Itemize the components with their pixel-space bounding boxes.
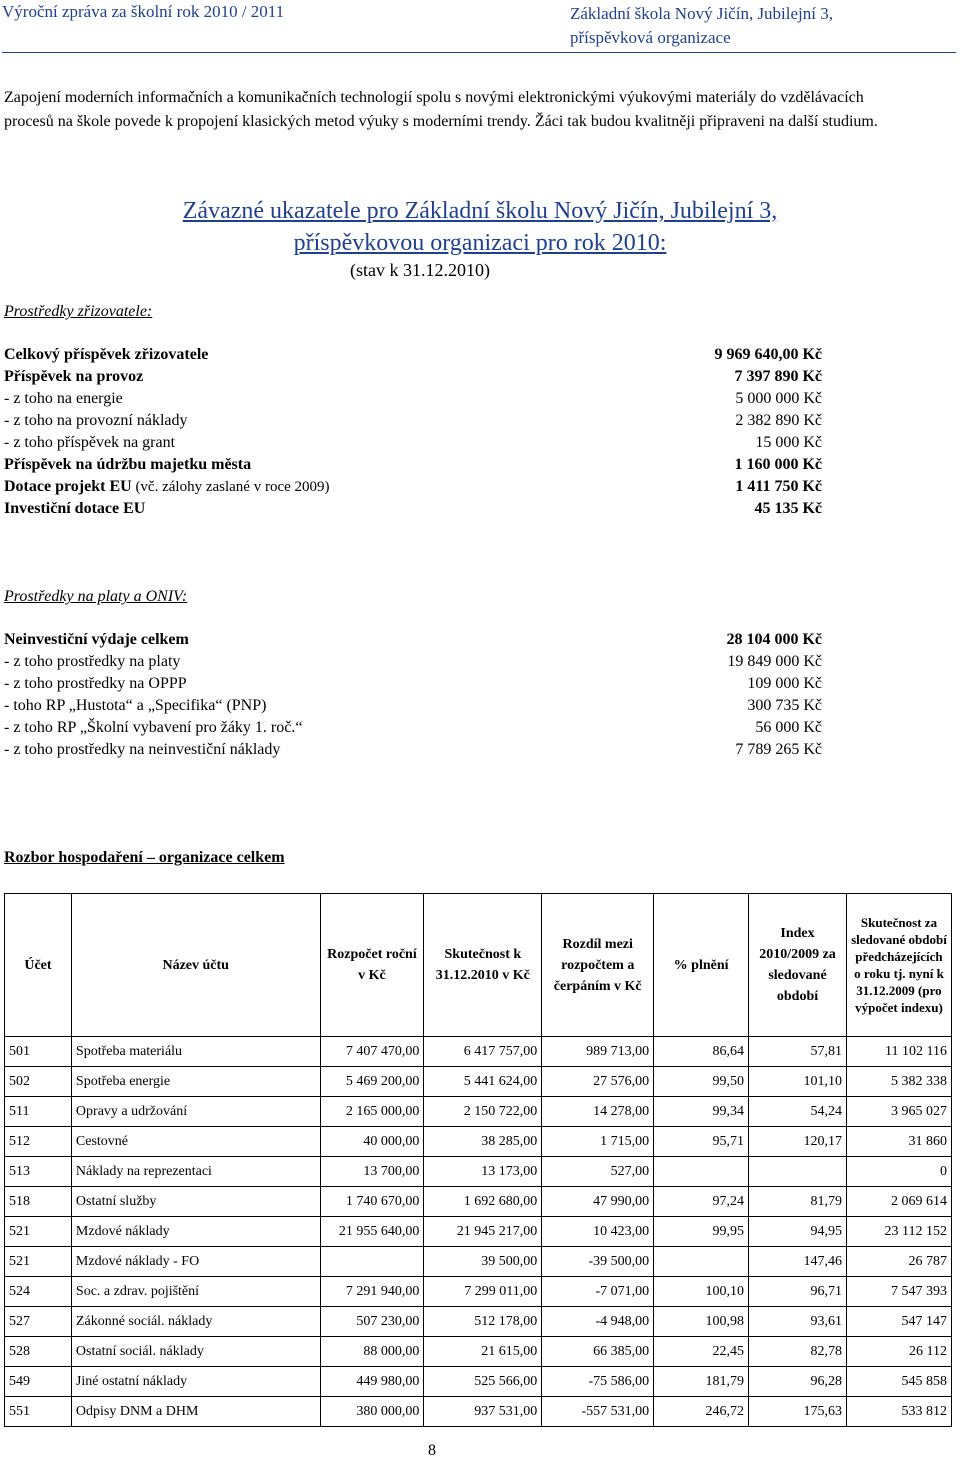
platy-row-label — [4, 653, 180, 671]
platy-row — [4, 697, 822, 719]
zrizovatel-row — [4, 412, 822, 434]
cell-ucet: 501 — [5, 1037, 72, 1067]
zrizovatel-row-label-note: (vč. zálohy zaslané v roce 2009) — [131, 479, 330, 495]
cell-plneni: 100,10 — [654, 1277, 749, 1307]
page-number: 8 — [428, 1442, 436, 1459]
cell-nazev: Náklady na reprezentaci — [71, 1157, 320, 1187]
zrizovatel-row-value: 9 969 640,00 Kč — [714, 346, 822, 363]
cell-plneni — [654, 1247, 749, 1277]
platy-row-value: 56 000 Kč — [755, 719, 822, 736]
cell-plneni: 99,34 — [654, 1097, 749, 1127]
cell-ucet: 527 — [5, 1307, 72, 1337]
zrizovatel-row — [4, 478, 822, 500]
cell-rozpocet: 1 740 670,00 — [320, 1187, 424, 1217]
cell-nazev: Mzdové náklady — [71, 1217, 320, 1247]
intro-paragraph: Zapojení moderních informačních a komunikačních technologií spolu s novými elektronickými výukovými materiály do vzdělávacích procesů na škole povede k propojení klasických metod výuky s moderními trendy. Žáci tak budou kvalitněji připraveni na další studium. — [4, 89, 878, 130]
cell-index: 101,10 — [749, 1067, 847, 1097]
cell-ucet: 511 — [5, 1097, 72, 1127]
cell-index: 120,17 — [749, 1127, 847, 1157]
platy-row-value: 7 789 265 Kč — [735, 741, 822, 758]
header-right-line1: Základní škola Nový Jičín, Jubilejní 3, — [570, 4, 833, 23]
table-row — [5, 1217, 952, 1247]
cell-ucet: 521 — [5, 1217, 72, 1247]
cell-rozdil: -4 948,00 — [542, 1307, 654, 1337]
cell-rozdil: 66 385,00 — [542, 1337, 654, 1367]
platy-row — [4, 675, 822, 697]
zrizovatel-row-label-text: - z toho na energie — [4, 390, 123, 407]
cell-rozdil: 47 990,00 — [542, 1187, 654, 1217]
cell-rozdil: 989 713,00 — [542, 1037, 654, 1067]
cell-ucet: 518 — [5, 1187, 72, 1217]
table-row — [5, 1397, 952, 1427]
cell-index: 93,61 — [749, 1307, 847, 1337]
col-rozdil: Rozdíl mezi rozpočtem a čerpáním v Kč — [542, 894, 654, 1037]
cell-plneni — [654, 1157, 749, 1187]
cell-ucet: 549 — [5, 1367, 72, 1397]
cell-predchozi: 31 860 — [846, 1127, 951, 1157]
zrizovatel-row-value: 2 382 890 Kč — [735, 412, 822, 429]
platy-row-label-text: Neinvestiční výdaje celkem — [4, 631, 189, 648]
platy-row — [4, 631, 822, 653]
col-rozpocet: Rozpočet roční v Kč — [320, 894, 424, 1037]
zrizovatel-row-label-text: Investiční dotace EU — [4, 500, 146, 517]
cell-plneni: 86,64 — [654, 1037, 749, 1067]
cell-rozdil: -7 071,00 — [542, 1277, 654, 1307]
zrizovatel-row-value: 45 135 Kč — [754, 500, 822, 517]
platy-row-value: 28 104 000 Kč — [726, 631, 822, 648]
cell-index: 57,81 — [749, 1037, 847, 1067]
cell-index — [749, 1157, 847, 1187]
cell-predchozi: 26 112 — [846, 1337, 951, 1367]
cell-skutecnost: 21 615,00 — [424, 1337, 542, 1367]
col-plneni: % plnění — [654, 894, 749, 1037]
cell-ucet: 551 — [5, 1397, 72, 1427]
cell-rozdil: -75 586,00 — [542, 1367, 654, 1397]
rozbor-heading: Rozbor hospodaření – organizace celkem — [4, 849, 285, 866]
cell-skutecnost: 512 178,00 — [424, 1307, 542, 1337]
platy-row-label-text: - z toho prostředky na platy — [4, 653, 181, 670]
zrizovatel-row — [4, 500, 822, 522]
header-right-line2: příspěvková organizace — [570, 28, 731, 47]
cell-nazev: Odpisy DNM a DHM — [71, 1397, 320, 1427]
platy-row-value: 300 735 Kč — [747, 697, 822, 714]
platy-row — [4, 653, 822, 675]
cell-skutecnost: 2 150 722,00 — [424, 1097, 542, 1127]
zrizovatel-row-label-text: Příspěvek na provoz — [4, 368, 144, 385]
cell-predchozi: 0 — [846, 1157, 951, 1187]
cell-skutecnost: 5 441 624,00 — [424, 1067, 542, 1097]
cell-index: 96,71 — [749, 1277, 847, 1307]
cell-index: 175,63 — [749, 1397, 847, 1427]
platy-row-label — [4, 719, 302, 737]
cell-rozpocet: 13 700,00 — [320, 1157, 424, 1187]
cell-rozdil: 27 576,00 — [542, 1067, 654, 1097]
header-divider — [2, 52, 956, 53]
cell-ucet: 521 — [5, 1247, 72, 1277]
cell-nazev: Spotřeba materiálu — [71, 1037, 320, 1067]
rozbor-table-body — [5, 1037, 952, 1427]
cell-nazev: Zákonné sociál. náklady — [71, 1307, 320, 1337]
zrizovatel-row-label — [4, 390, 123, 408]
zrizovatel-row-label — [4, 478, 330, 496]
table-row — [5, 1187, 952, 1217]
cell-rozpocet: 449 980,00 — [320, 1367, 424, 1397]
cell-index: 96,28 — [749, 1367, 847, 1397]
rozbor-header-row — [5, 894, 952, 1037]
zrizovatel-row-value: 15 000 Kč — [755, 434, 822, 451]
col-predchozi: Skutečnost za sledované období předcházejících o roku tj. nyní k 31.12.2009 (pro výpočet indexu) — [846, 894, 951, 1037]
zrizovatel-row-value: 7 397 890 Kč — [734, 368, 822, 385]
zrizovatel-row-label — [4, 500, 145, 518]
platy-row-value: 19 849 000 Kč — [727, 653, 822, 670]
cell-index: 54,24 — [749, 1097, 847, 1127]
table-row — [5, 1277, 952, 1307]
cell-index: 94,95 — [749, 1217, 847, 1247]
cell-skutecnost: 937 531,00 — [424, 1397, 542, 1427]
col-skutecnost: Skutečnost k 31.12.2010 v Kč — [424, 894, 542, 1037]
platy-row-label — [4, 675, 187, 693]
cell-skutecnost: 6 417 757,00 — [424, 1037, 542, 1067]
platy-row-label — [4, 697, 266, 715]
zrizovatel-row-value: 1 411 750 Kč — [735, 478, 822, 495]
table-row — [5, 1307, 952, 1337]
cell-nazev: Ostatní sociál. náklady — [71, 1337, 320, 1367]
zrizovatel-row-label — [4, 412, 188, 430]
cell-predchozi: 5 382 338 — [846, 1067, 951, 1097]
table-row — [5, 1067, 952, 1097]
cell-skutecnost: 13 173,00 — [424, 1157, 542, 1187]
zrizovatel-row-value: 5 000 000 Kč — [735, 390, 822, 407]
cell-skutecnost: 7 299 011,00 — [424, 1277, 542, 1307]
header-right — [570, 2, 833, 50]
cell-nazev: Spotřeba energie — [71, 1067, 320, 1097]
cell-nazev: Opravy a udržování — [71, 1097, 320, 1127]
col-nazev: Název účtu — [71, 894, 320, 1037]
platy-row-label-text: - z toho prostředky na OPPP — [4, 675, 187, 692]
platy-row-value: 109 000 Kč — [747, 675, 822, 692]
cell-rozpocet: 5 469 200,00 — [320, 1067, 424, 1097]
cell-predchozi: 3 965 027 — [846, 1097, 951, 1127]
cell-rozpocet: 88 000,00 — [320, 1337, 424, 1367]
cell-index: 82,78 — [749, 1337, 847, 1367]
zrizovatel-row — [4, 456, 822, 478]
zrizovatel-row-label-text: Příspěvek na údržbu majetku města — [4, 456, 252, 473]
cell-predchozi: 23 112 152 — [846, 1217, 951, 1247]
col-ucet: Účet — [5, 894, 72, 1037]
cell-predchozi: 547 147 — [846, 1307, 951, 1337]
zrizovatel-row-label-text: - z toho na provozní náklady — [4, 412, 188, 429]
cell-index: 147,46 — [749, 1247, 847, 1277]
cell-plneni: 95,71 — [654, 1127, 749, 1157]
cell-ucet: 502 — [5, 1067, 72, 1097]
cell-rozdil: -557 531,00 — [542, 1397, 654, 1427]
cell-rozdil: 10 423,00 — [542, 1217, 654, 1247]
cell-predchozi: 545 858 — [846, 1367, 951, 1397]
cell-skutecnost: 1 692 680,00 — [424, 1187, 542, 1217]
cell-rozpocet: 40 000,00 — [320, 1127, 424, 1157]
cell-skutecnost: 525 566,00 — [424, 1367, 542, 1397]
cell-rozdil: -39 500,00 — [542, 1247, 654, 1277]
zrizovatel-heading: Prostředky zřizovatele: — [4, 303, 153, 320]
cell-plneni: 97,24 — [654, 1187, 749, 1217]
cell-predchozi: 11 102 116 — [846, 1037, 951, 1067]
platy-row-label — [4, 741, 280, 759]
cell-predchozi: 533 812 — [846, 1397, 951, 1427]
cell-nazev: Jiné ostatní náklady — [71, 1367, 320, 1397]
zrizovatel-row-label — [4, 456, 251, 474]
cell-rozpocet: 380 000,00 — [320, 1397, 424, 1427]
cell-plneni: 246,72 — [654, 1397, 749, 1427]
cell-ucet: 512 — [5, 1127, 72, 1157]
platy-row — [4, 719, 822, 741]
title-stav: (stav k 31.12.2010) — [350, 260, 490, 280]
header-left: Výroční zpráva za školní rok 2010 / 2011 — [2, 2, 285, 21]
title-line1: Závazné ukazatele pro Základní školu Nový Jičín, Jubilejní 3, — [182, 198, 778, 224]
cell-nazev: Ostatní služby — [71, 1187, 320, 1217]
cell-rozpocet: 2 165 000,00 — [320, 1097, 424, 1127]
zrizovatel-row-label — [4, 434, 175, 452]
cell-predchozi: 2 069 614 — [846, 1187, 951, 1217]
zrizovatel-row-label — [4, 346, 208, 364]
table-row — [5, 1097, 952, 1127]
zrizovatel-row-value: 1 160 000 Kč — [734, 456, 822, 473]
platy-row-label-text: - z toho RP „Školní vybavení pro žáky 1. roč.“ — [4, 719, 303, 736]
table-row — [5, 1037, 952, 1067]
cell-ucet: 513 — [5, 1157, 72, 1187]
cell-plneni: 99,95 — [654, 1217, 749, 1247]
cell-nazev: Mzdové náklady - FO — [71, 1247, 320, 1277]
cell-nazev: Soc. a zdrav. pojištění — [71, 1277, 320, 1307]
platy-row — [4, 741, 822, 763]
platy-row-label-text: - z toho prostředky na neinvestiční náklady — [4, 741, 281, 758]
cell-plneni: 99,50 — [654, 1067, 749, 1097]
zrizovatel-row — [4, 434, 822, 456]
zrizovatel-row — [4, 368, 822, 390]
zrizovatel-row — [4, 390, 822, 412]
cell-plneni: 181,79 — [654, 1367, 749, 1397]
table-row — [5, 1367, 952, 1397]
zrizovatel-row-label-text: Celkový příspěvek zřizovatele — [4, 346, 209, 363]
zrizovatel-row-label-text: Dotace projekt EU — [4, 478, 132, 495]
cell-rozpocet: 7 407 470,00 — [320, 1037, 424, 1067]
platy-row-label-text: - toho RP „Hustota“ a „Specifika“ (PNP) — [4, 697, 267, 714]
cell-plneni: 100,98 — [654, 1307, 749, 1337]
platy-heading: Prostředky na platy a ONIV: — [4, 588, 188, 605]
cell-nazev: Cestovné — [71, 1127, 320, 1157]
table-row — [5, 1127, 952, 1157]
cell-skutecnost: 38 285,00 — [424, 1127, 542, 1157]
cell-skutecnost: 39 500,00 — [424, 1247, 542, 1277]
cell-rozpocet: 507 230,00 — [320, 1307, 424, 1337]
cell-predchozi: 7 547 393 — [846, 1277, 951, 1307]
cell-rozdil: 527,00 — [542, 1157, 654, 1187]
cell-rozdil: 1 715,00 — [542, 1127, 654, 1157]
table-row — [5, 1337, 952, 1367]
cell-skutecnost: 21 945 217,00 — [424, 1217, 542, 1247]
table-row — [5, 1157, 952, 1187]
cell-predchozi: 26 787 — [846, 1247, 951, 1277]
title-line2: příspěvkovou organizaci pro rok 2010: — [293, 230, 667, 256]
cell-index: 81,79 — [749, 1187, 847, 1217]
cell-ucet: 528 — [5, 1337, 72, 1367]
rozbor-table — [4, 893, 952, 1427]
zrizovatel-row-label — [4, 368, 143, 386]
cell-rozpocet: 7 291 940,00 — [320, 1277, 424, 1307]
cell-rozdil: 14 278,00 — [542, 1097, 654, 1127]
cell-ucet: 524 — [5, 1277, 72, 1307]
col-index: Index 2010/2009 za sledované období — [749, 894, 847, 1037]
cell-rozpocet: 21 955 640,00 — [320, 1217, 424, 1247]
platy-row-label — [4, 631, 189, 649]
zrizovatel-row — [4, 346, 822, 368]
table-row — [5, 1247, 952, 1277]
zrizovatel-row-label-text: - z toho příspěvek na grant — [4, 434, 176, 451]
cell-plneni: 22,45 — [654, 1337, 749, 1367]
cell-rozpocet — [320, 1247, 424, 1277]
